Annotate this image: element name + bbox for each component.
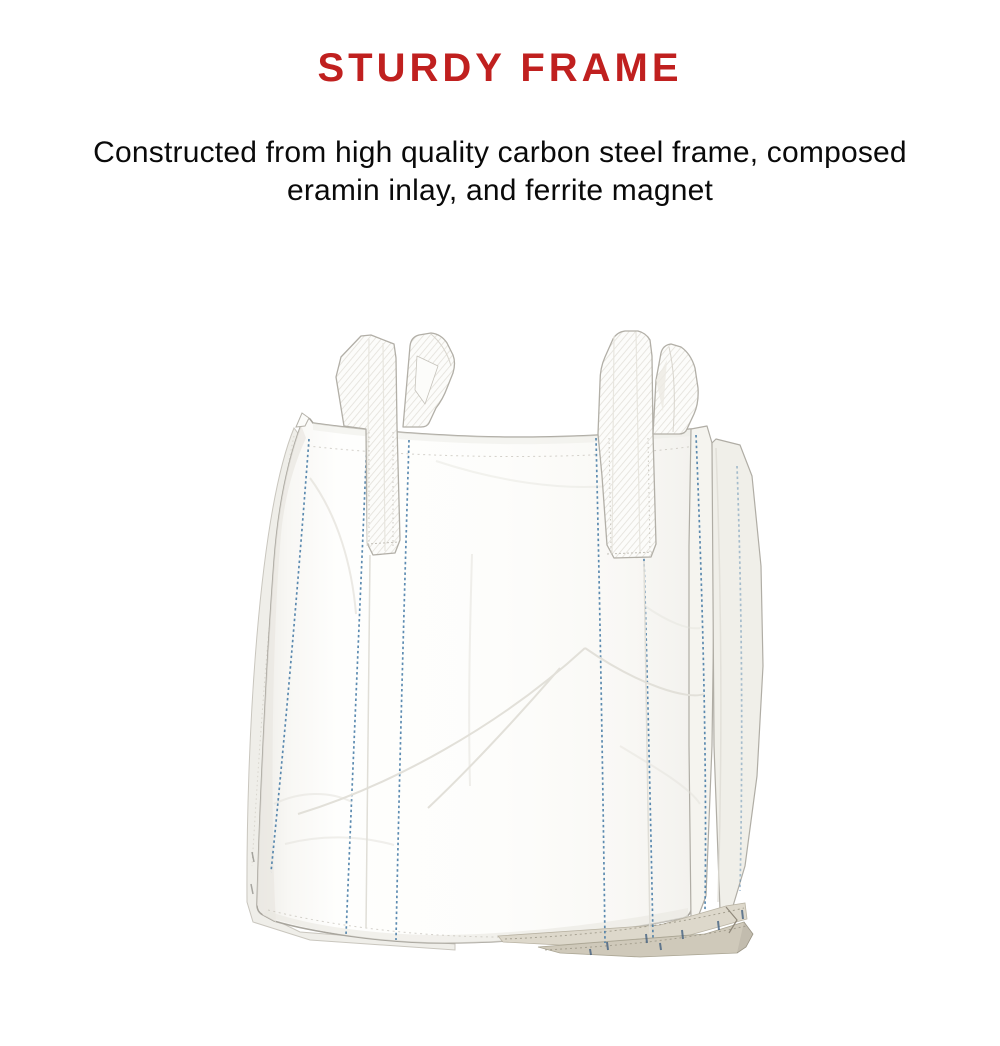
page <box>0 46 1000 210</box>
bag-side-flaps <box>689 426 763 920</box>
description-line-1: Constructed from high quality carbon steel frame, composed <box>93 136 907 169</box>
page-title: STURDY FRAME <box>317 46 683 90</box>
product-photo-bulk-bag <box>0 286 1000 1046</box>
product-description <box>0 134 1000 210</box>
description-line-2: eramin inlay, and ferrite magnet <box>286 174 714 207</box>
